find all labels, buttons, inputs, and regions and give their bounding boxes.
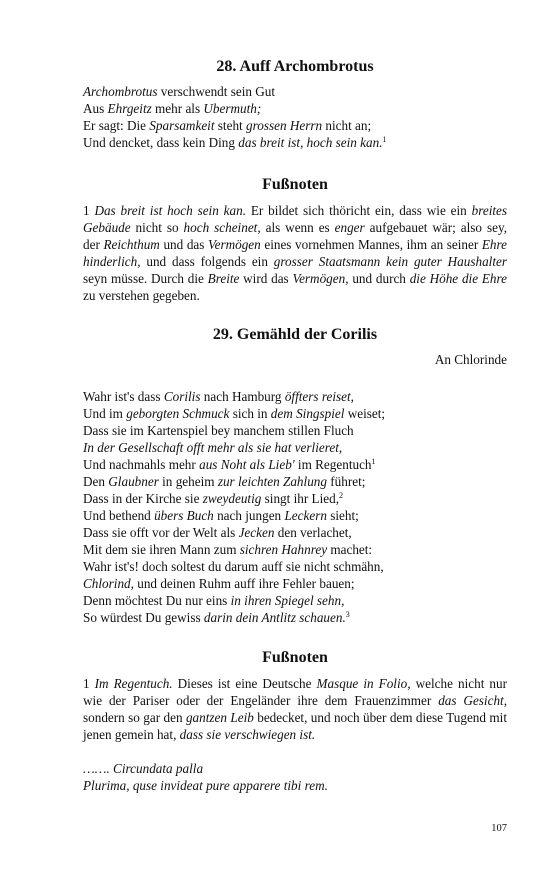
italic-text: Reichthum [103, 237, 160, 252]
text-run: 1 [83, 203, 95, 218]
verse-line [83, 507, 507, 524]
text-run: nicht an; [322, 118, 372, 133]
text-run: Er bildet sich thöricht ein, dass wie ein [246, 203, 472, 218]
italic-text: dem Singspiel [270, 406, 345, 421]
verse-line [83, 490, 507, 507]
italic-text: Masque in Folio, [316, 676, 411, 691]
italic-text: gantzen Leib [185, 710, 254, 725]
text-run: als wenn es [260, 220, 335, 235]
text-run: nicht so [130, 220, 184, 235]
italic-text: dass sie verschwiegen ist. [179, 727, 316, 742]
text-run: welche nicht nur wie der Pariser oder der Engeländer ihre dem Frauenzimmer [83, 676, 507, 708]
italic-text: Plurima, quse invideat pure apparere tibi rem. [83, 778, 328, 793]
text-run: Er sagt: Die [83, 118, 150, 133]
italic-text: Corilis [163, 389, 201, 404]
text-run: verschwendt sein Gut [157, 84, 276, 99]
italic-text: Das breit ist hoch sein kan. [94, 203, 246, 218]
verse-line [83, 558, 507, 575]
page-number: 107 [491, 823, 507, 834]
verse-line [83, 609, 507, 626]
text-run: So würdest Du gewiss [83, 610, 204, 625]
text-run: zu verstehen gegeben. [83, 288, 200, 303]
text-run: und dass folgends ein [140, 254, 274, 269]
verse-line [83, 100, 507, 117]
text-run: Dieses ist eine Deutsche [172, 676, 317, 691]
verse-line [83, 777, 507, 794]
italic-text: Ehre hinderlich, [83, 237, 507, 269]
verse-line [83, 541, 507, 558]
text-run: Denn möchtest Du nur eins [83, 593, 231, 608]
text-run: Und dencket, dass kein Ding [83, 135, 239, 150]
verse-line [83, 117, 507, 134]
italic-text: zur leichten Zahlung [217, 474, 327, 489]
italic-text: darin dein Antlitz schauen. [203, 610, 346, 625]
footnote-marker: 3 [345, 610, 350, 619]
verse-line [83, 456, 507, 473]
italic-text: Chlorind, [83, 576, 134, 591]
text-run: und das [159, 237, 208, 252]
italic-text: Vermögen [208, 237, 261, 252]
footnote-28-text [83, 202, 507, 304]
text-run: führet; [326, 474, 366, 489]
text-run: steht [214, 118, 247, 133]
text-run: 1 [83, 676, 95, 691]
footnotes-28-heading: Fußnoten [262, 176, 328, 193]
italic-text: zweydeutig [202, 491, 262, 506]
footnote-29-latin-quote [83, 760, 507, 794]
italic-text: hoch scheinet, [183, 220, 261, 235]
verse-line [83, 388, 507, 405]
italic-text: ……. Circundata palla [83, 761, 204, 776]
italic-text: das breit ist, hoch sein kan. [238, 135, 383, 150]
footnotes-29-heading: Fußnoten [262, 649, 328, 666]
text-run: nach jungen [213, 508, 285, 523]
italic-text: übers Buch [154, 508, 214, 523]
italic-text: Jecken [238, 525, 275, 540]
text-run: bedecket, und noch über dem diese Tugend mit jenen gemein hat, [83, 710, 507, 742]
verse-line [83, 405, 507, 422]
text-run: singt ihr Lied, [261, 491, 340, 506]
italic-text: die Höhe die Ehre [409, 271, 507, 286]
italic-text: öffters reiset, [284, 389, 354, 404]
text-run: eines vornehmen Mannes, ihm an seiner [260, 237, 482, 252]
text-run: Dass in der Kirche sie [83, 491, 203, 506]
italic-text: sichren Hahnrey [239, 542, 328, 557]
text-run: Dass sie im Kartenspiel bey manchem stillen Fluch [83, 423, 354, 438]
text-run: sondern so gar den [83, 710, 186, 725]
text-run: Den [83, 474, 109, 489]
italic-text: Leckern [284, 508, 327, 523]
italic-text: geborgten Schmuck [126, 406, 230, 421]
italic-text: aus Noht als Lieb' [199, 457, 295, 472]
italic-text: grossen Herrn [246, 118, 323, 133]
text-run: Wahr ist's dass [83, 389, 164, 404]
text-run: Und nachmahls mehr [83, 457, 200, 472]
italic-text: grosser Staatsmann kein guter Haushalter [273, 254, 507, 269]
verse-line [83, 575, 507, 592]
footnote-marker: 1 [382, 135, 387, 144]
text-run: Und bethend [83, 508, 155, 523]
italic-text: Ehrgeitz [107, 101, 152, 116]
text-run: seyn müsse. Durch die [83, 271, 208, 286]
poem-29-stanza [83, 388, 507, 626]
text-run: Und im [83, 406, 127, 421]
text-run: in geheim [158, 474, 218, 489]
text-run: weiset; [344, 406, 386, 421]
footnote-29-text [83, 675, 507, 743]
text-run: und durch [348, 271, 410, 286]
text-run: mehr als [151, 101, 204, 116]
text-run: sieht; [326, 508, 359, 523]
italic-text: Archombrotus [83, 84, 158, 99]
italic-text: enger [334, 220, 365, 235]
italic-text: In der Gesellschaft offt mehr als sie hat verlieret, [83, 440, 343, 455]
italic-text: in ihren Spiegel sehn, [230, 593, 345, 608]
text-run: Mit dem sie ihren Mann zum [83, 542, 240, 557]
verse-line [83, 422, 507, 439]
text-run: Dass sie offt vor der Welt als [83, 525, 239, 540]
poem-28-title: 28. Auff Archombrotus [216, 58, 374, 75]
text-run: aufgebauet wär; also sey, der [83, 220, 507, 252]
footnote-marker: 1 [371, 457, 376, 466]
verse-line [83, 524, 507, 541]
italic-text: Im Regentuch. [94, 676, 173, 691]
verse-line [83, 760, 507, 777]
italic-text: Glaubner [108, 474, 159, 489]
footnote-marker: 2 [339, 491, 344, 500]
text-run: und deinen Ruhm auff ihre Fehler bauen; [133, 576, 355, 591]
poem-29-title: 29. Gemähld der Corilis [212, 326, 378, 343]
verse-line [83, 439, 507, 456]
verse-line [83, 592, 507, 609]
italic-text: das Gesicht, [438, 693, 508, 708]
text-run: den verlachet, [274, 525, 352, 540]
verse-line [83, 83, 507, 100]
poem-29-dedication: An Chlorinde [434, 352, 507, 367]
text-run: machet: [327, 542, 373, 557]
text-run: Wahr ist's! doch soltest du darum auff sie nicht schmähn, [83, 559, 384, 574]
verse-line [83, 134, 507, 151]
italic-text: Breite [207, 271, 240, 286]
italic-text: Vermögen, [292, 271, 349, 286]
verse-line [83, 473, 507, 490]
text-run: sich in [229, 406, 271, 421]
italic-text: Sparsamkeit [149, 118, 215, 133]
text-run: im Regentuch [294, 457, 372, 472]
italic-text: breites Gebäude [83, 203, 508, 235]
poem-28-stanza [83, 83, 507, 151]
text-run: wird das [239, 271, 293, 286]
italic-text: Ubermuth; [203, 101, 262, 116]
text-run: Aus [83, 101, 108, 116]
text-run: nach Hamburg [200, 389, 285, 404]
